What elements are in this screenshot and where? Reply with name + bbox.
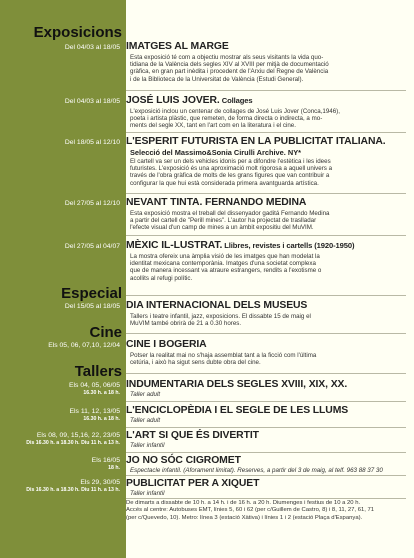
expo-item-5 — [126, 240, 406, 282]
date-taller-4-days: Els 16/05 — [91, 457, 120, 464]
expo-4-desc — [130, 210, 406, 232]
taller-1-title: INDUMENTARIA DELS SEGLES XVIII, XIX, XX. — [126, 379, 348, 390]
expo-3-title: L'ESPERIT FUTURISTA EN LA PUBLICITAT ITALIANA. — [126, 136, 386, 147]
divider — [126, 90, 406, 91]
expo-5-title-small: Llibres, revistes i cartells (1920-1950) — [222, 241, 355, 250]
content — [126, 0, 410, 558]
section-exposicions: Exposicions — [33, 24, 122, 41]
expo-2-line: ments del segle XX, tant en l'art com en la literatura i el cine. — [130, 122, 296, 130]
date-expo-4: Del 27/05 al 12/10 — [64, 200, 120, 207]
especial-line: MuVIM també obrirà de 21 a 0.30 hores. — [130, 320, 242, 328]
divider — [126, 427, 406, 428]
date-taller-5 — [26, 479, 120, 493]
taller-5-title: PUBLICITAT PER A XIQUET — [126, 478, 260, 489]
divider — [126, 475, 406, 476]
especial-desc — [130, 313, 406, 327]
divider — [126, 452, 406, 453]
date-expo-1: Del 04/03 al 18/05 — [64, 44, 120, 51]
date-taller-2-time: 16.30 h. a 18 h. — [83, 416, 120, 422]
date-expo-2: Del 04/03 al 18/05 — [64, 98, 120, 105]
expo-item-3 — [126, 136, 406, 187]
expo-3-line: configurar la que hui està considerada primera avantguarda artística. — [130, 179, 319, 187]
divider — [126, 401, 406, 402]
date-taller-1-time: 16.30 h. a 18 h. — [83, 390, 120, 396]
section-cine: Cine — [89, 324, 122, 341]
taller-item-4 — [126, 455, 406, 474]
expo-4-line: l'efecte visual d'un camp de mines a un àmbit expositiu del MuVIM. — [130, 224, 314, 232]
date-taller-4-time: 18 h. — [108, 465, 120, 471]
expo-item-1 — [126, 41, 406, 83]
expo-1-line: i de la Biblioteca de la Universitat de València (Estudi General). — [130, 75, 304, 83]
section-tallers: Tallers — [74, 363, 122, 380]
cine-line: Potser la realitat mai no s'haja assemblat tant a la ficció com l'última — [130, 352, 317, 359]
divider — [126, 132, 406, 133]
date-taller-4 — [92, 457, 120, 471]
divider — [126, 295, 406, 296]
expo-3-subtitle: Selecció del Massimo&Sonia Cirulli Archive. NY* — [130, 148, 301, 157]
date-expo-3: Del 18/05 al 12/10 — [64, 139, 120, 146]
date-taller-1-days: Els 04, 05, 06/05 — [68, 382, 120, 389]
expo-1-desc — [130, 54, 406, 83]
date-taller-1 — [69, 382, 120, 396]
expo-2-title — [126, 95, 406, 107]
expo-4-title: NEVANT TINTA. FERNANDO MEDINA — [126, 197, 307, 208]
date-expo-5: Del 27/05 al 04/07 — [64, 243, 120, 250]
cine-title: CINE I BOGERIA — [126, 339, 207, 350]
divider — [126, 333, 406, 334]
divider — [126, 235, 406, 236]
taller-2-title: L'ENCICLOPÈDIA I EL SEGLE DE LES LLUMS — [126, 405, 349, 416]
expo-5-title-main: MÈXIC IL-LUSTRAT. — [126, 240, 223, 251]
expo-1-line: Esta exposició té com a objectiu mostrar als seus visitants la vida quo- — [130, 54, 324, 61]
taller-item-3 — [126, 430, 406, 449]
expo-item-2 — [126, 95, 406, 130]
expo-2-line: poeta i artista plàstic, que remeten, de forma directa o indirecta, a mo- — [130, 115, 323, 123]
footer-access: Accés al centre: Autobuses EMT, línies 5, 60 i 62 (per c/Guillem de Castro, 8) i 8, 11, 27, 61, 71 — [126, 507, 375, 514]
expo-5-title — [126, 240, 406, 252]
sidebar — [0, 0, 126, 558]
cine-item — [126, 339, 406, 366]
expo-5-line: acollits al refugi polític. — [130, 274, 193, 282]
footer-hours: De dimarts a dissabte de 10 h. a 14 h. i de 16 h. a 20 h. Diumenges i festius de 10 a 20 h. — [126, 500, 361, 506]
taller-item-1 — [126, 379, 406, 398]
divider — [126, 498, 406, 499]
especial-title: DIA INTERNACIONAL DELS MUSEUS — [126, 300, 308, 311]
expo-3-line: través de l'obra gràfica de molts de les grans figures que van contribuir a — [130, 172, 330, 180]
taller-4-tag: Espectacle infantil. (Aforament limitat). Reserves, a partir del 3 de maig, al telf. 963 88 37 30 — [130, 467, 383, 474]
expo-1-line: tidiana de la València dels segles XIV al XVIII per mitjà de documentació — [130, 61, 329, 69]
footer-metro: (per c/Quevedo, 10). Metro: línea 3 (estació Xàtiva) i línies 1 i 2 (estació Plaça d'Espanya). — [126, 514, 363, 521]
expo-5-line: identitat mexicana contemporània. Imatges d'una societat complexa — [130, 260, 316, 268]
date-taller-2-days: Els 11, 12, 13/05 — [69, 408, 120, 415]
taller-item-2 — [126, 405, 406, 424]
divider — [126, 373, 406, 374]
expo-3-line: El cartell va ser un dels vehicles idonis per a difondre l'estètica i les idees — [130, 158, 331, 165]
section-especial: Especial — [61, 285, 122, 302]
taller-item-5 — [126, 478, 406, 497]
date-cine: Els 05, 06, 07,10, 12/04 — [48, 342, 120, 349]
expo-2-title-small: Collages — [219, 96, 253, 105]
date-especial: Del 15/05 al 18/05 — [64, 303, 120, 310]
date-taller-3 — [26, 432, 120, 446]
expo-5-line: La mostra ofereix una àmplia visió de les imatges que han modelat la — [130, 253, 320, 260]
expo-1-line: gràfica, en gran part inèdita i procedent de l'Arxiu del Regne de València — [130, 68, 329, 76]
especial-line: Tallers i teatre infantil, jazz, exposicions. El dissabte 15 de maig el — [130, 313, 311, 320]
taller-5-tag: Taller infantil — [130, 490, 165, 497]
cine-line: cetúria, i això ha sigut sens dubte obra del cine. — [130, 359, 261, 367]
expo-4-line: Esta exposició mostra el treball del dissenyador gaditá Fernando Medina — [130, 210, 330, 217]
date-taller-2 — [69, 408, 120, 422]
expo-3-desc — [130, 158, 406, 187]
taller-3-title: L'ART SI QUE ÉS DIVERTIT — [126, 430, 259, 441]
divider — [126, 193, 406, 194]
expo-2-line: L'exposició inclou un centenar de collages de José Luis Jover (Conca,1946), — [130, 108, 340, 115]
expo-2-desc — [130, 108, 406, 130]
date-taller-3-days: Els 08, 09, 15,16, 22, 23/05 — [36, 432, 120, 439]
expo-1-title: IMATGES AL MARGE — [126, 41, 229, 52]
expo-4-line: a partir del cartell de "Perill mines". L'autor ha projectat de traslladar — [130, 217, 317, 225]
expo-5-line: que de manera incessant va atraure estrangers, rendits a l'exotisme o — [130, 267, 322, 275]
taller-4-title: JO NO SÓC CIGROMET — [126, 455, 241, 466]
taller-3-tag: Taller infantil — [130, 442, 165, 449]
footer-info — [126, 500, 406, 522]
expo-5-desc — [130, 253, 406, 282]
date-taller-5-time: Dis 16.30 h. a 18.30 h. Diu 11 h. a 13 h. — [26, 487, 120, 493]
taller-2-tag: Taller adult — [130, 417, 161, 424]
date-taller-3-time: Dis 16.30 h. a 18.30 h. Diu 11 h. a 13 h. — [26, 440, 120, 446]
date-taller-5-days: Els 29, 30/05 — [80, 479, 120, 486]
especial-item — [126, 300, 406, 327]
expo-3-line: futuristes. L'exposició és una aproximació molt rigorosa a aquell univers a — [130, 165, 333, 173]
cine-desc — [130, 352, 406, 366]
expo-2-title-main: JOSÉ LUIS JOVER. — [126, 95, 220, 106]
expo-item-4 — [126, 197, 406, 232]
taller-1-tag: Taller adult — [130, 391, 161, 398]
